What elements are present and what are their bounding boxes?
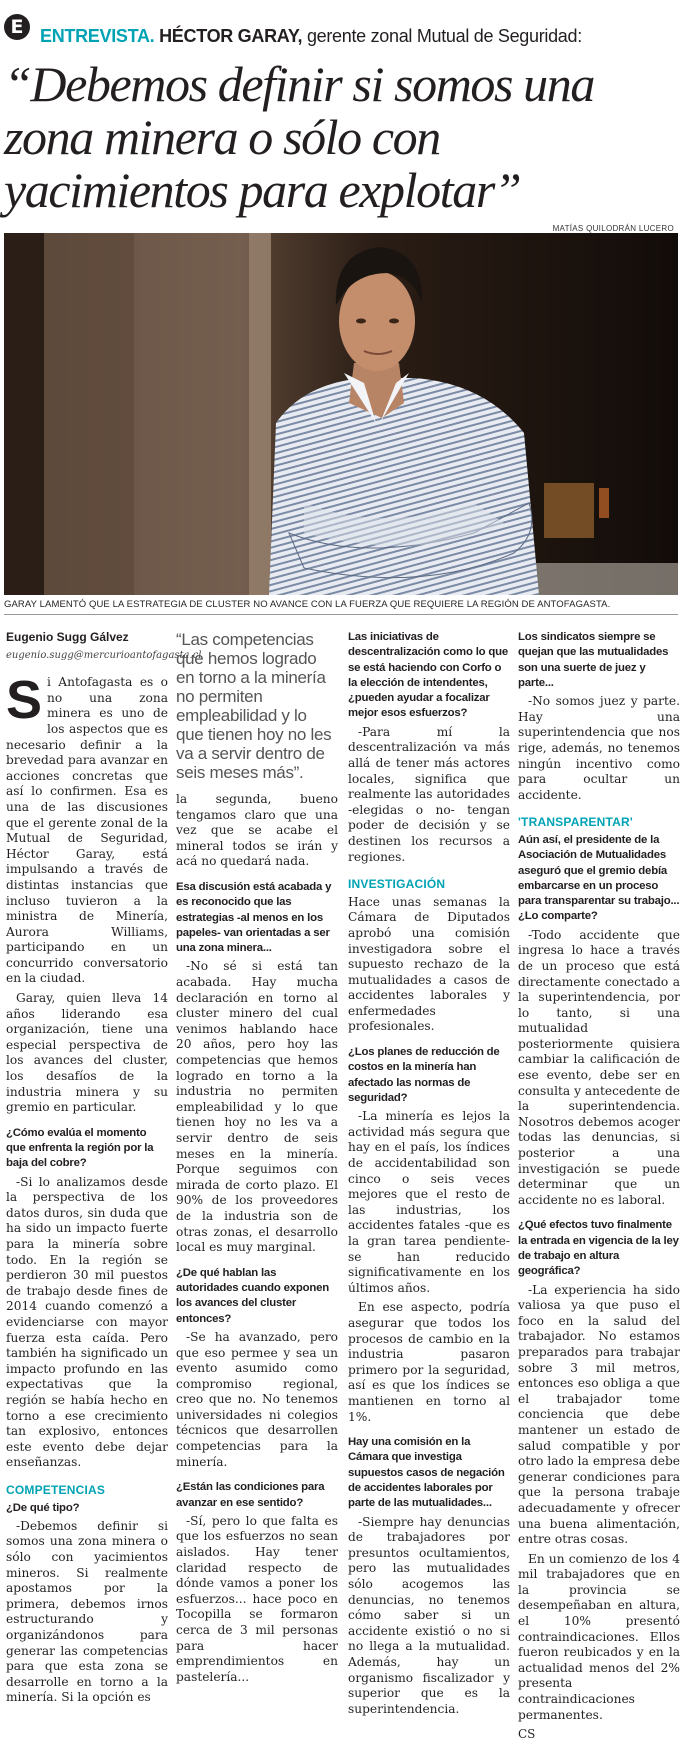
paragraph: Garay, quien lleva 14 años liderando esa organización, tiene una especial perspectiva de los avances del cluster, los desafíos de la industria minera y su gremio en particular. bbox=[6, 991, 168, 1115]
answer: -Se ha avanzado, pero que eso permee y sea un evento asumido como compromiso regional, creo que no. No tenemos universidades ni colegios técnicos que desarrollen competencias para la minería. bbox=[176, 1329, 338, 1469]
answer: -No somos juez y parte. Hay una superintendencia que nos rige, además, no tenemos ningún incentivo como para ocultar un accidente. bbox=[518, 694, 680, 802]
paragraph: la segunda, bueno tengamos claro que una vez que se acabe el mineral todos se irán y acá no quedará nada. bbox=[176, 792, 338, 869]
column-2 bbox=[176, 630, 338, 1689]
pull-quote bbox=[176, 630, 338, 782]
pull-quote-open: “ bbox=[176, 630, 182, 649]
author-name: Eugenio Sugg Gálvez bbox=[6, 630, 129, 644]
question: Aún así, el presidente de la Asociación de Mutualidades aseguró que el gremio debía embarcarse en un proceso para transparentar su trabajo... ¿Lo comparte? bbox=[518, 833, 680, 923]
answer: -Para mí la descentralización va más allá de tener más actores locales, significa que realmente las autoridades -elegidas o no- tengan poder de decisión y se destinen los recursos a regiones. bbox=[348, 724, 510, 864]
pull-quote-close: ”. bbox=[293, 763, 304, 782]
answer: En ese aspecto, podría asegurar que todos los procesos de cambio en la industria pasaron primero por la seguridad, así es que los índices se mantienen en torno al 1%. bbox=[348, 1300, 510, 1424]
answer: -Todo accidente que ingresa lo hace a través de un proceso que está directamente conectado a la superintendencia, por lo tanto, si una mutualidad posteriormente quisiera cambiar la calificación de ese evento, debe ser en consulta y antecedente de la superintendencia. Nosotros debemos acoger todas las denuncias, si posterior a una investigación se puede determinar que un accidente no es laboral. bbox=[518, 927, 680, 1207]
answer: -Siempre hay denuncias de trabajadores por presuntos ocultamientos, pero las mutualidades sólo acogemos las denuncias, no tenemos cómo saber si un accidente existió o no si no llega a la mutualidad. Además, hay un organismo fiscalizador y superior que es la superintendencia. bbox=[348, 1514, 510, 1716]
column-1 bbox=[6, 630, 202, 1710]
answer: -Debemos definir si somos una zona minera o sólo con yacimientos mineros. Si realmente apostamos por la primera, debemos irnos estructurando y organizándonos para generar las competencias para que esta zona se desarrolle en torno a la minería. Si la opción es bbox=[6, 1518, 168, 1705]
column-4 bbox=[518, 630, 680, 1747]
lead-text: i Antofagasta es o no una zona minera es uno de los aspectos que es necesario definir a la brevedad para avanzar en acciones concretas que así lo confirmen. Esa es una de las discusiones que el gerente zonal de la Mutual de Seguridad, Héctor Garay, está impulsando a través de distintas instancias que incluso tuvieron a la ministra de Minería, Aurora Williams, participando en un concurrido conversatorio en la ciudad. bbox=[6, 675, 168, 986]
divider bbox=[4, 614, 678, 615]
end-mark: CS bbox=[518, 1727, 536, 1742]
subheading: 'TRANSPARENTAR' bbox=[518, 815, 633, 830]
author-email: eugenio.sugg@mercurioantofagasta.cl bbox=[6, 649, 202, 661]
paragraph: Hace unas semanas la Cámara de Diputados aprobó una comisión investigadora sobre el supuesto rechazo de la mutualidades a casos de accidentes laborales y enfermedades profesionales. bbox=[348, 894, 510, 1034]
question: ¿Cómo evalúa el momento que enfrenta la región por la baja del cobre? bbox=[6, 1126, 154, 1170]
subheading: COMPETENCIAS bbox=[6, 1482, 106, 1497]
drop-cap: S bbox=[6, 670, 43, 731]
column-3 bbox=[348, 630, 510, 1721]
question: Los sindicatos siempre se quejan que las mutualidades son una suerte de juez y parte... bbox=[518, 631, 669, 689]
section-label: ENTREVISTA. bbox=[40, 26, 155, 46]
portrait-photo bbox=[4, 233, 678, 595]
question: Las iniciativas de descentralización como lo que se está haciendo con Corfo o la elección de intendentes, ¿pueden ayudar a focalizar mejor esos esfuerzos? bbox=[348, 631, 509, 720]
kicker bbox=[40, 26, 582, 47]
answer: -La experiencia ha sido valiosa ya que puso el foco en la salud del trabajador. No estamos preparados para trabajar sobre 3 mil metros, entonces eso obliga a que el trabajador tome conciencia que debe mantener un estado de salud compatible y por otro lado la empresa debe generar condiciones para que la persona trabaje adecuadamente y ofrecer una buena alimentación, entre otras cosas. bbox=[518, 1282, 680, 1547]
answer: En un comienzo de los 4 mil trabajadores que en la provincia se desempeñaban en altura, el 10% presentó contraindicaciones. Ellos fueron reubicados y en la actualidad menos del 2% presenta contraindicaciones permanentes. bbox=[518, 1551, 680, 1722]
answer: -No sé si está tan acabada. Hay mucha declaración en torno al cluster minero del cual venimos hablando hace 20 años, pero hoy las competencias que hemos logrado en torno a la industria no permiten empleabilidad y lo que tienen hoy no les va a servir dentro de seis meses en la minería. Porque seguimos con mirada de corto plazo. El 90% de los proveedores de la industria son de otras zonas, el desarrollo local es muy marginal. bbox=[176, 959, 338, 1255]
answer: -La minería es lejos la actividad más segura que hay en el país, los índices de accidentabilidad son cinco o seis veces mejores que el resto de las industrias, los accidentes fatales -que es la gran tarea pendiente- se han reducido significativamente en los últimos años. bbox=[348, 1109, 510, 1295]
question: Hay una comisión en la Cámara que investiga supuestos casos de negación de accidentes laborales por parte de las mutualidades... bbox=[348, 1436, 505, 1510]
section-badge: E bbox=[4, 14, 30, 40]
portrait-illustration bbox=[4, 233, 678, 595]
pull-quote-text: Las competencias que hemos logrado en torno a la minería no permiten empleabilidad y lo que tienen hoy no les va a servir dentro de seis meses más bbox=[176, 630, 332, 782]
headline: “Debemos definir si somos una zona minera o sólo con yacimientos para explotar” bbox=[4, 56, 594, 218]
interviewee-role: gerente zonal Mutual de Seguridad: bbox=[306, 26, 582, 46]
lead-paragraph bbox=[6, 670, 168, 987]
answer: -Sí, pero lo que falta es que los esfuerzos no sean aislados. Hay tener claridad respecto de dónde vamos a poner los esfuerzos... hace poco en Tocopilla se formaron cerca de 3 mil personas para hacer emprendimientos en pastelería... bbox=[176, 1513, 338, 1684]
question: Esa discusión está acabada y es reconocido que las estrategias -al menos en los papeles- van orientadas a ser una zona minera... bbox=[176, 880, 332, 955]
subheading: INVESTIGACIÓN bbox=[348, 877, 446, 892]
question: ¿De qué hablan las autoridades cuando exponen los avances del cluster entonces? bbox=[176, 1266, 330, 1325]
question: ¿De qué tipo? bbox=[6, 1501, 80, 1514]
photo-credit: MATÍAS QUILODRÁN LUCERO bbox=[552, 224, 674, 233]
interviewee-name: HÉCTOR GARAY, bbox=[159, 26, 303, 46]
answer: -Si lo analizamos desde la perspectiva de los datos duros, sin duda que ha sido un impacto fuerte para la minería sobre todo. En la región se perdieron 30 mil puestos de trabajo desde fines de 2014 cuando comenzó a evidenciarse con mayor fuerza esta caída. Pero también ha significado un impacto profundo en las expectativas que la región se había hecho en torno a ese crecimiento tan explosivo, entonces este evento debe dejar enseñanzas. bbox=[6, 1174, 168, 1470]
question: ¿Los planes de reducción de costos en la minería han afectado las normas de seguridad? bbox=[348, 1046, 500, 1104]
question: ¿Qué efectos tuvo finalmente la entrada en vigencia de la ley de trabajo en altura geográfica? bbox=[518, 1219, 679, 1278]
photo-caption: GARAY LAMENTÓ QUE LA ESTRATEGIA DE CLUSTER NO AVANCE CON LA FUERZA QUE REQUIERE LA REGIÓN DE ANTOFAGASTA. bbox=[4, 599, 611, 610]
question: ¿Están las condiciones para avanzar en ese sentido? bbox=[176, 1481, 325, 1509]
